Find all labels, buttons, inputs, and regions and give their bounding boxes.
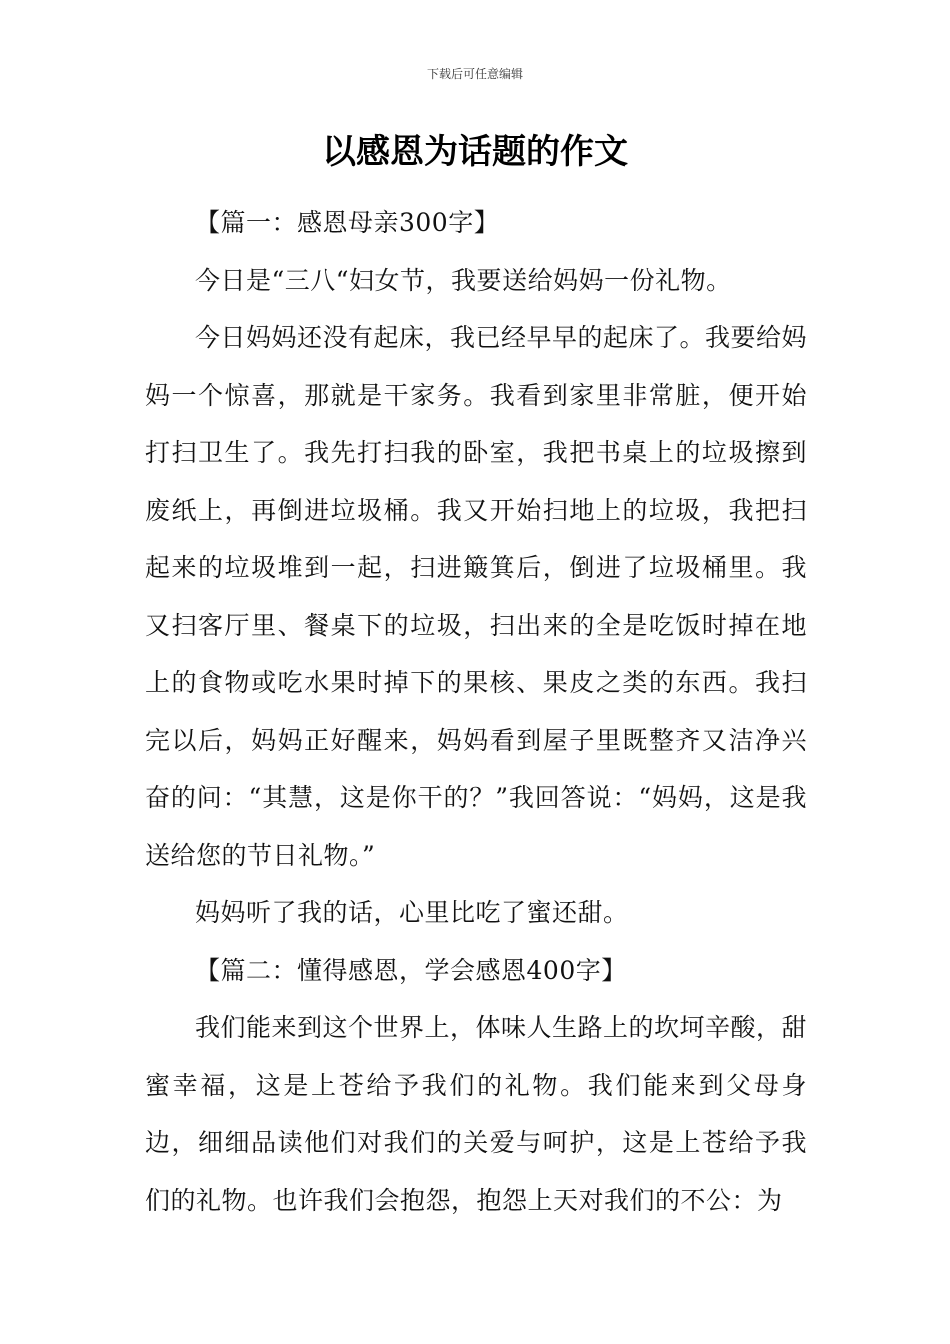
paragraph: 妈妈听了我的话，心里比吃了蜜还甜。 [195, 898, 629, 927]
paragraph: 我们能来到这个世界上，体味人生路上的坎坷辛酸，甜蜜幸福，这是上苍给予我们的礼物。我们能来到父母身边，细细品读他们对我们的关爱与呵护，这是上苍给予我们的礼物。也许我们会抱怨，抱怨上天对我们的不公：为 [145, 1013, 808, 1215]
document-title: 以感恩为话题的作文 [322, 132, 628, 172]
paragraph: 今日是“三八“妇女节，我要送给妈妈一份礼物。 [195, 265, 732, 295]
paragraph: 今日妈妈还没有起床，我已经早早的起床了。我要给妈妈一个惊喜，那就是干家务。我看到家里非常脏，便开始打扫卫生了。我先打扫我的卧室，我把书桌上的垃圾擦到废纸上，再倒进垃圾桶。我又开始扫地上的垃圾，我把扫起来的垃圾堆到一起，扫进簸箕后，倒进了垃圾桶里。我又扫客厅里、餐桌下的垃圾，扫出来的全是吃饭时掉在地上的食物或吃水果时掉下的果核、果皮之类的东西。我扫完以后，妈妈正好醒来，妈妈看到屋子里既整齐又洁净兴奋的问：“其慧，这是你干的？”我回答说：“妈妈，这是我送给您的节日礼物。” [145, 323, 808, 870]
header-note: 下载后可任意编辑 [426, 67, 523, 81]
document-body [145, 194, 807, 1229]
section-heading-1: 【篇一：感恩母亲300字】 [195, 208, 500, 237]
section-heading-2: 【篇二：懂得感恩，学会感恩400字】 [195, 955, 627, 985]
